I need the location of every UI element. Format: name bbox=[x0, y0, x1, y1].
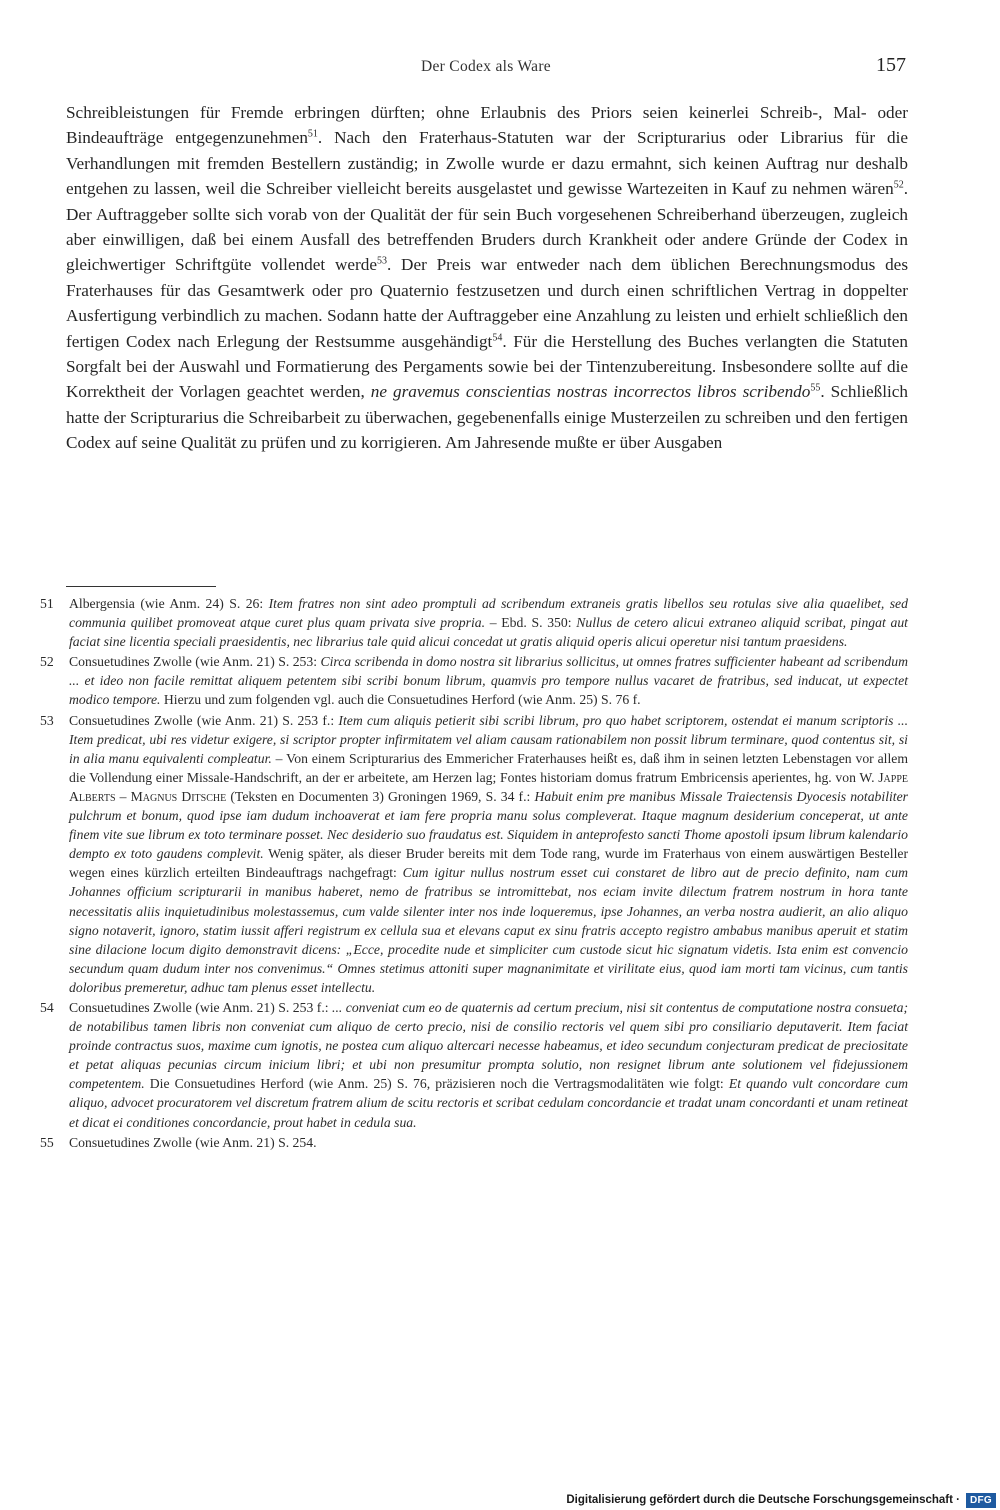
footnote-text: (Teksten en Documenten 3) Groningen 1969, S. 34 f.: bbox=[226, 788, 535, 804]
dfg-logo-icon: DFG bbox=[966, 1493, 996, 1508]
footnote-body bbox=[69, 594, 908, 651]
footnote-53 bbox=[40, 711, 908, 997]
main-text-segment: . Für die Herstellung des Buches verlangten die Statuten Sorgfalt bei der Auswahl und Formatierung des Pergaments sowie bei der Tintenzubereitung. Insbesondere sollte auf die Korrektheit der Vorlagen geachtet werden, bbox=[66, 331, 908, 402]
footnote-quote: Item fratres non sint adeo promptuli ad scribendum extraneis gratis libellos seu rotulas sive alia quaelibet, sed communia quilibet promoveat atque curet plus quam privata sive propria. bbox=[69, 596, 908, 631]
running-title: Der Codex als Ware bbox=[421, 58, 551, 75]
footnote-quote: Et quando vult concordare cum aliquo, advocet procuratorem vel discretum fratrem alium de scitu rectoris et scribat cedulam concordancie et tradat unam concordanti et unam retineat et dicat ei conditiones concordancie, prout habet in cedula sua. bbox=[69, 1076, 908, 1130]
latin-quote: ne gravemus conscientias nostras incorrectos libros scribendo bbox=[370, 382, 811, 402]
page-header bbox=[66, 54, 906, 82]
footnote-text: Consuetudines Zwolle (wie Anm. 21) S. 253: bbox=[69, 654, 321, 670]
footnote-text: Consuetudines Zwolle (wie Anm. 21) S. 253 f.: bbox=[69, 999, 333, 1015]
footnote-52 bbox=[40, 652, 908, 709]
footnote-text: Consuetudines Zwolle (wie Anm. 21) S. 253 f.: bbox=[69, 712, 339, 728]
footnote-text: – bbox=[115, 788, 131, 804]
funding-notice: Digitalisierung gefördert durch die Deutsche Forschungsgemeinschaft · bbox=[566, 1494, 960, 1506]
footnote-54 bbox=[40, 998, 908, 1132]
digitization-footer bbox=[566, 1490, 1000, 1510]
footnote-text: Hierzu und zum folgenden vgl. auch die Consuetudines Herford (wie Anm. 25) S. 76 f. bbox=[160, 692, 641, 708]
footnote-ref-54: 54 bbox=[492, 331, 503, 343]
footnote-body bbox=[69, 711, 908, 997]
footnote-number: 54 bbox=[40, 999, 54, 1015]
footnote-text: – Ebd. S. 350: bbox=[485, 615, 577, 631]
footnote-quote: Item cum aliquis petierit sibi scribi librum, pro quo habet scriptorem, ostendat ei manum scriptoris ... Item predicat, ubi res videtur exigere, si scriptor propter infirmitatem vel aliam causam rationabilem non possit librum terminare, quod contentus sit, si in alia manu equivalenti compleatur. bbox=[69, 712, 909, 766]
main-text-segment: . Nach den Fraterhaus-Statuten war der Scripturarius oder Librarius für die Verhandlungen mit fremden Bestellern zuständig; in Zwolle wurde er dazu ermahnt, sich keinen Auftrag nur deshalb entgehen zu lassen, weil die Schreiber vielleicht bereits ausgelastet und gewisse Wartezeiten in Kauf zu nehmen wären bbox=[66, 128, 908, 199]
footnote-quote: Cum igitur nullus nostrum esset cui constaret de libro aut de precio definito, nam cum Johannes officium scripturarii in manibus haberet, nemo de fratribus se intromittebat, nos eciam invite dilectum fratrem nostrum in hora tante necessitatis aliis inquietudinibus molestassemus, cum valde silenter inter nos inde loqueremus, ipse Johannes, an verba nostra audierit, an alio aliquo signo notaverit, ignoro, statim iussit afferi registrum ex cellula sua et elevans caput ex sinu fratris accepto registro ambabus manibus aperuit et statim sine dilacione locum digito demonstravit dicens: „Ecce, procedite nude et simpliciter cum custode sicut hic signatum videtis. Ista enim est convencio secundum quam dudum inter nos convenimus.“ Omnes stetimus attoniti super magnanimitate et virilitate eius, quod iam morti tam vicinus, cum tantis doloribus premeretur, adhuc tam plenus esset intellectu. bbox=[69, 865, 908, 995]
footnote-number: 51 bbox=[40, 596, 54, 611]
footnote-text: Wenig später, als dieser Bruder bereits mit dem Tode rang, wurde im Fraterhaus von einem auswärtigen Besteller wegen eines kürzlich erteilten Bindeauftrags nachgefragt: bbox=[69, 846, 909, 881]
footnote-ref-51: 51 bbox=[307, 128, 318, 140]
page-number: 157 bbox=[876, 54, 906, 76]
footnote-quote: Circa scribenda in domo nostra sit librarius sollicitus, ut omnes fratres sufficienter habeant ad scribendum ... et ideo non facile remittat aliquem petentem sibi scribi bonum librum, quamvis pro tempore nullus vacaret de fratribus, sed inducat, ut expectet modico tempore. bbox=[69, 654, 908, 708]
main-text-segment: . Der Preis war entweder nach dem üblichen Berechnungsmodus des Fraterhauses für das Gesamtwerk oder pro Quaternio festzusetzen und durch einen schriftlichen Vertrag in doppelter Ausfertigung verbindlich zu machen. Sodann hatte der Auftraggeber eine Anzahlung zu leisten und erhielt schließlich den fertigen Codex nach Erlegung der Restsumme ausgehändigt bbox=[66, 255, 909, 351]
footnote-text: – Von einem Scripturarius des Emmericher Fraterhauses heißt es, daß ihm in seinen letzten Lebenstagen vor allem die Vollendung einer Missale-Handschrift, an der er arbeitete, am Herzen lag; Fontes historiam domus fratrum Embricensis aperientes, hg. von W. bbox=[69, 750, 908, 785]
footnote-number: 52 bbox=[40, 654, 54, 670]
footnote-body bbox=[69, 652, 908, 709]
author-name: Jappe Alberts bbox=[69, 769, 908, 804]
main-text bbox=[66, 100, 908, 456]
footnotes bbox=[40, 594, 908, 1153]
footnote-quote: Habuit enim pre manibus Missale Traiectensis Dyocesis notabiliter pulchrum et bonum, quod ipse iam dudum inchoaverat et iam fere propria manu solus compleverat. Itaque magnum desiderium conceperat, ut ante finem vite sue librum ex toto terminare posset. Nec desiderio suo fraudatus est. Siquidem in anteprofesto sancti Thome apostoli ipsum librum kalendario dempto ex toto gaudens complevit. bbox=[69, 788, 908, 862]
main-text-segment: Schreibleistungen für Fremde erbringen dürften; ohne Erlaubnis des Priors seien keinerlei Schreib-, Mal- oder Bindeaufträge entgegenzunehmen bbox=[66, 103, 908, 148]
footnote-separator bbox=[66, 586, 216, 587]
footnote-body bbox=[69, 998, 908, 1132]
footnote-number: 53 bbox=[40, 712, 54, 728]
main-text-segment: . Der Auftraggeber sollte sich vorab von der Qualität der für sein Buch vorgesehenen Schreiberhand überzeugen, zugleich aber einwilligen, daß bei einem Ausfall des betreffenden Bruders durch Krankheit oder andere Gründe der Codex in gleichwertiger Schriftgüte vollendet werde bbox=[66, 179, 908, 275]
footnote-55 bbox=[40, 1133, 908, 1152]
author-name: Magnus Ditsche bbox=[130, 788, 227, 804]
footnote-ref-55: 55 bbox=[810, 382, 821, 394]
footnote-text: Die Consuetudines Herford (wie Anm. 25) S. 76, präzisieren noch die Vertragsmodalitäten wie folgt: bbox=[144, 1076, 729, 1092]
footnote-quote: ... conveniat cum eo de quaternis ad certum precium, nisi sit contentus de computatione nostra consueta; de notabilibus tamen libris non conveniat cum aliquo de certo precio, nisi de consilio rectoris vel quem sibi pro consiliario deputaverit. Item faciat proinde contractus suos, maxime cum ignotis, ne postea cum aliquo altercari necesse habeamus, et ideo secundum conjecturam predicat de preciositate et petat aliquas pecunias circum inicium libri; et ubi non presumitur prompta solutio, non resignet librum ante solutionem vel fidejussionem competentem. bbox=[69, 999, 908, 1092]
footnote-number: 55 bbox=[40, 1134, 54, 1150]
footnote-quote: Nullus de cetero alicui extraneo aliquid scribat, pingat aut faciat sine licentia speciali praesidentis, nec librarius tale quid alicui concedat ut gratis aliquid operis alicui operetur nisi tantum praesidens. bbox=[69, 615, 908, 650]
footnote-body bbox=[69, 1133, 908, 1152]
footnote-51 bbox=[40, 594, 908, 651]
footnote-ref-52: 52 bbox=[893, 179, 904, 191]
footnote-ref-53: 53 bbox=[376, 255, 387, 267]
main-text-segment: . Schließlich hatte der Scripturarius die Schreibarbeit zu überwachen, gegebenenfalls einige Musterzeilen zu schreiben und den fertigen Codex auf seine Qualität zu prüfen und zu korrigieren. Am Jahresende mußte er über Ausgaben bbox=[66, 382, 908, 453]
footnote-text: Albergensia (wie Anm. 24) S. 26: bbox=[69, 596, 269, 611]
footnote-text: Consuetudines Zwolle (wie Anm. 21) S. 254. bbox=[69, 1134, 317, 1150]
